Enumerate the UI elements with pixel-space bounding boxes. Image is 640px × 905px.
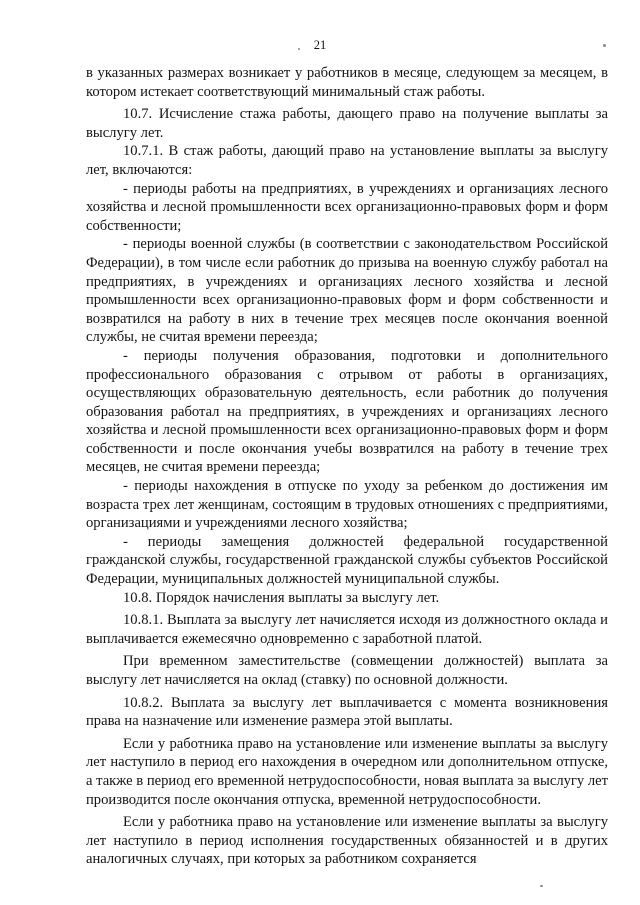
list-item-childcare-leave: - периоды нахождения в отпуске по уходу за ребенком до достижения им возраста трех лет женщинам, состоящим в трудовых отношениях с предприятиями, организациями и учреждениями лесного хозяйства;: [86, 478, 608, 532]
list-item-civil-service: - периоды замещения должностей федеральной государственной гражданской службы, государственной гражданской службы субъектов Российской Федерации, муниципальных должностей муниципальной службы.: [86, 533, 608, 588]
scan-speck: [298, 48, 300, 50]
paragraph-10-8: 10.8. Порядок начисления выплаты за выслугу лет.: [123, 589, 440, 606]
paragraph-state-duties: Если у работника право на установление или изменение выплаты за выслугу лет наступило в период исполнения государственных обязанностей и в других аналогичных случаях, при которых за работником сохраняется: [86, 814, 608, 868]
scan-speck: [603, 44, 606, 47]
document-body: [86, 64, 608, 869]
list-item-forestry-work: - периоды работы на предприятиях, в учреждениях и организациях лесного хозяйства и лесной промышленности всех организационно-правовых форм и форм собственности;: [86, 180, 608, 234]
list-item-education: - периоды получения образования, подготовки и дополнительного профессионального образования с отрывом от работы в организациях, осуществляющих образовательную деятельность, если работник до получения образования работал на предприятиях, в учреждениях и организациях лесного хозяйства и лесной промышленности всех организационно-правовых форм и форм собственности и после окончания учебы возвратился на работу в течение трех месяцев, не считая времени переезда;: [86, 347, 608, 476]
paragraph-leave-sickness: Если у работника право на установление или изменение выплаты за выслугу лет наступило в период его нахождения в очередном или дополнительном отпуске, а также в период его временной нетрудоспособности, новая выплата за выслугу лет производится после окончания отпуска, временной нетрудоспособности.: [86, 735, 608, 808]
paragraph-10-8-2: 10.8.2. Выплата за выслугу лет выплачивается с момента возникновения права на назначение или изменение размера этой выплаты.: [86, 694, 608, 730]
paragraph-10-7: 10.7. Исчисление стажа работы, дающего право на получение выплаты за выслугу лет.: [86, 106, 608, 141]
paragraph-temporary-deputy: При временном заместительстве (совмещении должностей) выплата за выслугу лет начисляется на оклад (ставку) по основной должности.: [86, 653, 608, 688]
list-item-military-service: - периоды военной службы (в соответствии с законодательством Российской Федерации), в том числе если работник до призыва на военную службу работал на предприятиях, в учреждениях и организациях лесного хозяйства и лесной промышленности всех организационно-правовых форм и форм собственности и возвратился на работу в них в течение трех месяцев после окончания военной службы, не считая времени переезда;: [86, 236, 608, 346]
paragraph-10-7-1: 10.7.1. В стаж работы, дающий право на установление выплаты за выслугу лет, включаются:: [86, 143, 608, 178]
paragraph-10-8-1: 10.8.1. Выплата за выслугу лет начисляется исходя из должностного оклада и выплачивается ежемесячно одновременно с заработной платой.: [86, 612, 608, 647]
paragraph-continuation: в указанных размерах возникает у работников в месяце, следующем за месяцем, в котором истекает соответствующий минимальный стаж работы.: [86, 65, 608, 100]
scan-speck: [540, 885, 543, 887]
page-number: 21: [313, 38, 327, 52]
